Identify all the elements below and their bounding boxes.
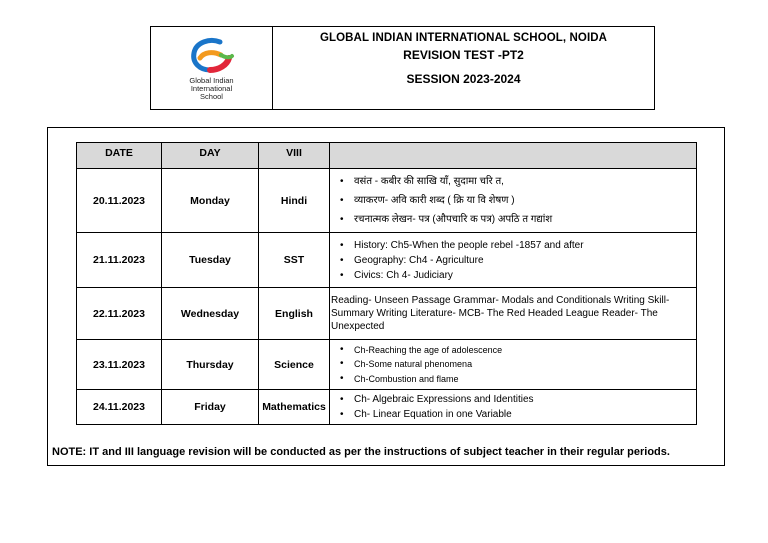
row-date: 23.11.2023 <box>77 340 162 390</box>
logo-text: Global Indian International School <box>189 75 234 101</box>
topic-item: • Civics: Ch 4- Judiciary <box>354 268 692 283</box>
row-topics <box>330 169 697 233</box>
header-topics <box>330 143 697 169</box>
header-date: DATE <box>77 143 162 169</box>
topic-item: • Ch- Algebraic Expressions and Identities <box>354 392 692 407</box>
table-header-row <box>77 143 697 169</box>
table-row <box>77 288 697 340</box>
row-subject: Hindi <box>259 169 330 233</box>
header-class: VIII <box>259 143 330 169</box>
topic-item: • Ch-Combustion and flame <box>354 372 692 387</box>
header-day: DAY <box>162 143 259 169</box>
school-name: GLOBAL INDIAN INTERNATIONAL SCHOOL, NOIDA <box>319 32 608 44</box>
row-day: Wednesday <box>162 288 259 340</box>
row-day: Friday <box>162 390 259 425</box>
row-day: Thursday <box>162 340 259 390</box>
revision-note: NOTE: IT and III language revision will be conducted as per the instructions of subject teacher in their regular periods. <box>52 446 670 458</box>
table-row <box>77 233 697 288</box>
test-name: REVISION TEST -PT2 <box>403 48 524 62</box>
school-logo-icon <box>186 36 238 76</box>
row-topics-paragraph: Reading- Unseen Passage Grammar- Modals and Conditionals Writing Skill- Summary Writing Literature- MCB- The Red Headed League Reader- The Unexpected <box>330 288 697 340</box>
row-subject: SST <box>259 233 330 288</box>
row-topics <box>330 233 697 288</box>
row-date: 24.11.2023 <box>77 390 162 425</box>
topic-item: • Ch-Reaching the age of adolescence <box>354 343 692 358</box>
document-header <box>150 26 655 110</box>
row-subject: Science <box>259 340 330 390</box>
row-date: 21.11.2023 <box>77 233 162 288</box>
table-row <box>77 169 697 233</box>
row-subject: Mathematics <box>259 390 330 425</box>
topic-item: • Ch-Some natural phenomena <box>354 357 692 372</box>
topic-item: • रचनात्मक लेखन- पत्र (औपचारि क पत्र) अपठि त गद्यांश <box>354 210 692 229</box>
row-day: Tuesday <box>162 233 259 288</box>
row-subject: English <box>259 288 330 340</box>
row-topics <box>330 340 697 390</box>
table-row <box>77 390 697 425</box>
row-date: 20.11.2023 <box>77 169 162 233</box>
logo-cell <box>151 27 273 109</box>
row-date: 22.11.2023 <box>77 288 162 340</box>
session-label: SESSION 2023-2024 <box>406 72 521 86</box>
topic-item: • व्याकरण- अवि कारी शब्द ( क्रि या वि शेषण ) <box>354 191 692 210</box>
table-row <box>77 340 697 390</box>
row-day: Monday <box>162 169 259 233</box>
topic-item: • वसंत - कबीर की साखि याँ, सुदामा चरि त, <box>354 172 692 191</box>
title-cell <box>273 27 654 109</box>
revision-schedule-table <box>76 142 697 425</box>
topic-item: • Ch- Linear Equation in one Variable <box>354 407 692 422</box>
topic-item: • History: Ch5-When the people rebel -1857 and after <box>354 238 692 253</box>
row-topics <box>330 390 697 425</box>
topic-item: • Geography: Ch4 - Agriculture <box>354 253 692 268</box>
